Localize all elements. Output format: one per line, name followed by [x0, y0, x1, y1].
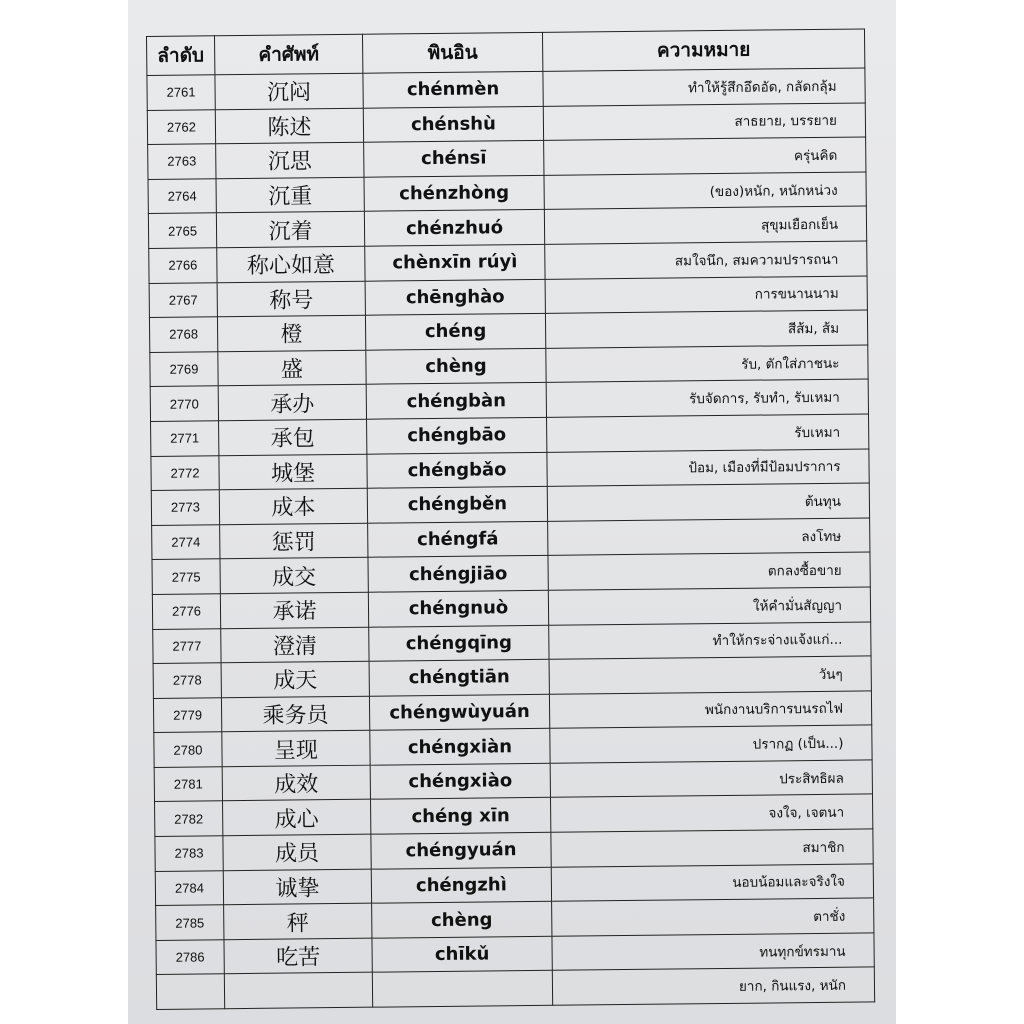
row-meaning: สุขุมเยือกเย็น: [544, 206, 866, 244]
row-word: 城堡: [219, 454, 367, 490]
vocabulary-table: [146, 28, 875, 1010]
row-meaning: ปรากฏ (เป็น...): [550, 725, 872, 763]
row-number: 2781: [154, 767, 222, 802]
row-number: 2768: [149, 317, 217, 352]
row-pinyin: chéngxiào: [370, 763, 550, 799]
row-word: 乘务员: [221, 696, 369, 732]
row-meaning: รับเหมา: [547, 414, 869, 452]
row-number: 2775: [152, 559, 220, 594]
row-meaning: รับจัดการ, รับทำ, รับเหมา: [546, 379, 868, 417]
row-pinyin: chéng: [365, 313, 545, 349]
row-number: 2776: [152, 594, 220, 629]
row-number: 2761: [147, 75, 215, 110]
row-number: 2771: [151, 421, 219, 456]
row-meaning: ยาก, กินแรง, หนัก: [552, 967, 874, 1005]
row-meaning: สาธยาย, บรรยาย: [543, 103, 865, 141]
row-number: 2779: [153, 697, 221, 732]
row-word: 成天: [221, 661, 369, 697]
header-pinyin: พินอิน: [362, 32, 542, 73]
row-number: 2770: [150, 386, 218, 421]
row-pinyin: chīkǔ: [372, 936, 552, 972]
row-word: 成交: [220, 558, 368, 594]
row-number: 2778: [153, 663, 221, 698]
row-pinyin: chéngfá: [368, 521, 548, 557]
row-number: 2764: [148, 179, 216, 214]
row-word: 呈现: [222, 730, 370, 766]
row-pinyin: chéngnuò: [368, 590, 548, 626]
row-word: 沉闷: [215, 73, 363, 109]
row-number: [156, 974, 224, 1009]
row-word: 澄清: [221, 627, 369, 663]
row-meaning: การขนานนาม: [545, 276, 867, 314]
row-word: 称心如意: [217, 246, 365, 282]
row-pinyin: chéng xīn: [371, 798, 551, 834]
row-word: 诚挚: [223, 869, 371, 905]
row-number: 2780: [154, 732, 222, 767]
header-word: คำศัพท์: [215, 34, 363, 75]
row-pinyin: chénmèn: [363, 71, 543, 107]
row-meaning: ลงโทษ: [548, 518, 870, 556]
row-meaning: ให้คำมั่นสัญญา: [548, 587, 870, 625]
row-word: 承诺: [220, 592, 368, 628]
row-number: 2786: [156, 940, 224, 975]
row-meaning: สมาชิก: [551, 829, 873, 867]
row-word: 陈述: [215, 108, 363, 144]
row-meaning: วันๆ: [549, 656, 871, 694]
row-pinyin: chéngbǎo: [367, 452, 547, 488]
row-word: 承包: [219, 419, 367, 455]
row-meaning: พนักงานบริการบนรถไฟ: [549, 691, 871, 729]
row-word: 沉着: [216, 212, 364, 248]
row-number: 2773: [151, 490, 219, 525]
header-number: ลำดับ: [147, 36, 215, 76]
row-number: 2769: [150, 352, 218, 387]
row-number: 2772: [151, 455, 219, 490]
row-number: 2762: [147, 109, 215, 144]
row-pinyin: chènxīn rúyì: [365, 244, 545, 280]
row-word: 橙: [217, 315, 365, 351]
row-word: 承办: [218, 385, 366, 421]
row-pinyin: chénshù: [363, 106, 543, 142]
row-number: 2766: [149, 248, 217, 283]
row-word: 成员: [223, 834, 371, 870]
row-number: 2774: [152, 524, 220, 559]
row-pinyin: chéngběn: [367, 486, 547, 522]
row-pinyin: chèng: [372, 902, 552, 938]
row-number: 2783: [155, 836, 223, 871]
row-meaning: นอบน้อมและจริงใจ: [551, 864, 873, 902]
row-number: 2777: [153, 628, 221, 663]
row-number: 2782: [155, 801, 223, 836]
row-number: 2767: [149, 282, 217, 317]
row-meaning: ป้อม, เมืองที่มีป้อมปราการ: [547, 448, 869, 486]
row-word: 成效: [222, 765, 370, 801]
row-meaning: ตาชั่ง: [552, 898, 874, 936]
row-number: 2763: [148, 144, 216, 179]
header-meaning: ความหมาย: [542, 29, 864, 71]
left-margin: [0, 0, 128, 1024]
row-pinyin: chénzhòng: [364, 175, 544, 211]
row-meaning: ประสิทธิผล: [550, 760, 872, 798]
row-word: 称号: [217, 281, 365, 317]
row-pinyin: chéngbāo: [367, 417, 547, 453]
row-meaning: (ของ)หนัก, หนักหน่วง: [544, 172, 866, 210]
row-pinyin: chéngtiān: [369, 659, 549, 695]
row-pinyin: chēnghào: [365, 279, 545, 315]
table-row: [156, 967, 874, 1009]
row-pinyin: [372, 971, 552, 1007]
row-word: [224, 973, 372, 1009]
row-pinyin: chéngzhì: [371, 867, 551, 903]
row-meaning: จงใจ, เจตนา: [550, 794, 872, 832]
row-meaning: สีส้ม, ส้ม: [545, 310, 867, 348]
row-word: 惩罚: [220, 523, 368, 559]
row-number: 2784: [155, 870, 223, 905]
row-meaning: ทำให้กระจ่างแจ้งแก่...: [549, 621, 871, 659]
row-pinyin: chénzhuó: [364, 210, 544, 246]
row-pinyin: chéngwùyuán: [369, 694, 549, 730]
row-pinyin: chèng: [366, 348, 546, 384]
row-meaning: ทนทุกข์ทรมาน: [552, 933, 874, 971]
row-meaning: ต้นทุน: [547, 483, 869, 521]
row-word: 成心: [223, 800, 371, 836]
row-pinyin: chéngqīng: [369, 625, 549, 661]
row-pinyin: chéngjiāo: [368, 556, 548, 592]
row-number: 2785: [156, 905, 224, 940]
row-pinyin: chénsī: [364, 141, 544, 177]
row-word: 沉思: [216, 142, 364, 178]
row-meaning: ครุ่นคิด: [544, 137, 866, 175]
row-word: 秤: [224, 903, 372, 939]
row-meaning: ทำให้รู้สึกอึดอัด, กลัดกลุ้ม: [543, 68, 865, 106]
row-pinyin: chéngyuán: [371, 832, 551, 868]
row-meaning: รับ, ตักใส่ภาชนะ: [546, 345, 868, 383]
row-number: 2765: [148, 213, 216, 248]
row-meaning: ตกลงซื้อขาย: [548, 552, 870, 590]
row-word: 沉重: [216, 177, 364, 213]
row-word: 盛: [218, 350, 366, 386]
row-word: 吃苦: [224, 938, 372, 974]
row-word: 成本: [219, 488, 367, 524]
right-margin: [896, 0, 1024, 1024]
row-meaning: สมใจนึก, สมความปรารถนา: [545, 241, 867, 279]
row-pinyin: chéngbàn: [366, 383, 546, 419]
row-pinyin: chéngxiàn: [370, 729, 550, 765]
